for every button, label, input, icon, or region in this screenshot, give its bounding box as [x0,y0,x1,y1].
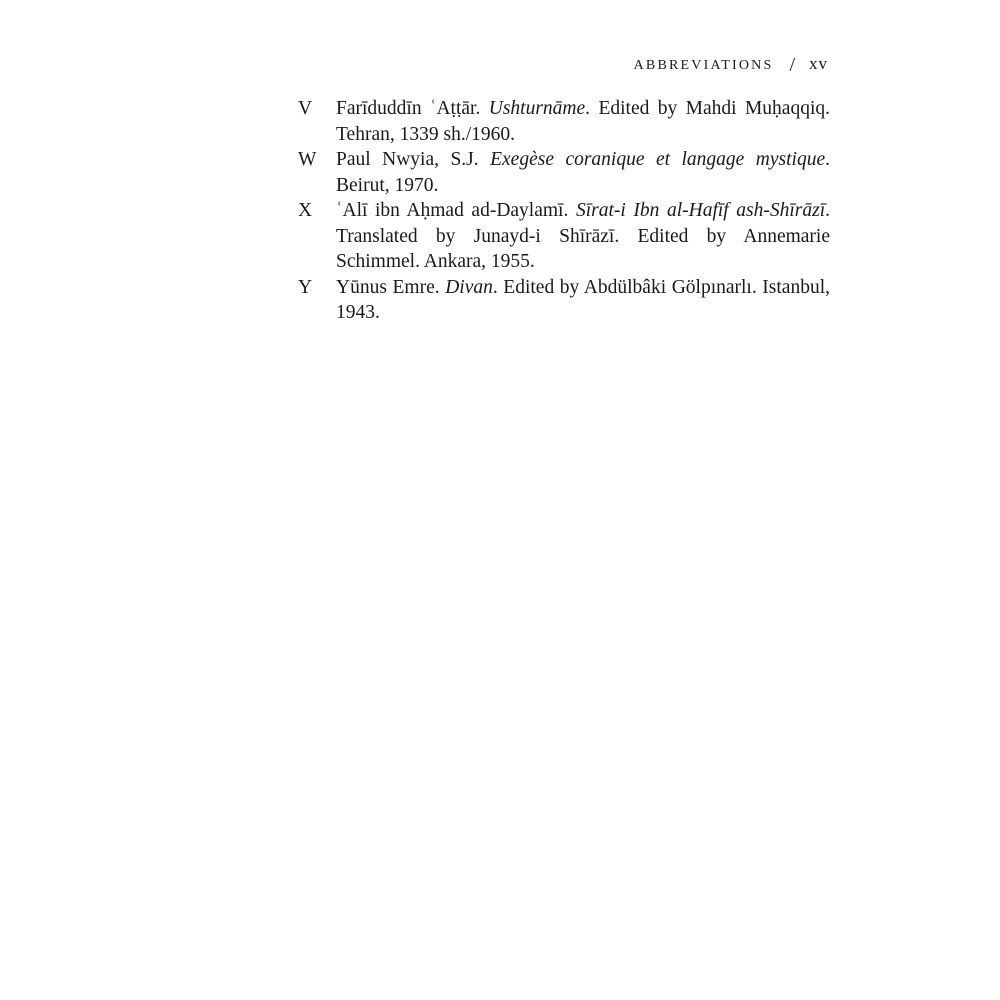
entry-segment: . Beirut, 1970. [336,149,830,196]
abbreviation-key: V [298,98,313,119]
running-head-separator: / [789,54,795,76]
abbreviation-entry [296,275,830,326]
entry-segment: . Translated by Junayd-i Shīrāzī. Edited by Annemarie Schimmel. Ankara, 1955. [336,200,831,272]
running-head-section: ABBREVIATIONS [633,58,774,73]
entry-segment: Yūnus Emre. [336,276,446,298]
abbreviation-key: Y [298,276,313,298]
entry-segment: Farīduddīn [336,98,430,119]
running-head [634,52,828,75]
abbreviation-entry [296,96,830,147]
entry-title: Exegèse coranique et langage mystique [490,149,826,170]
abbreviation-entry [296,147,830,198]
abbreviation-list [296,96,830,326]
entry-segment: . Edited by Abdülbâki Gölpınarlı. Istanbul, 1943. [336,276,830,323]
abbreviation-entry [296,198,830,275]
entry-title: Divan [445,276,493,298]
entry-segment: . Edited by Mahdi Muḥaqqiq. Tehran, 1339 sh./1960. [336,98,830,145]
abbreviation-text [336,275,830,326]
entry-segment: Paul Nwyia, S.J. [336,149,491,170]
abbreviation-text [336,198,830,275]
abbreviation-key: X [298,200,313,221]
abbreviation-text [336,96,830,147]
abbreviation-text [336,147,830,198]
abbreviation-key: W [298,149,317,170]
entry-title: Ushturnāme [488,98,586,119]
entry-segment: ʿAṭṭār. [429,98,489,119]
page-number: xv [809,54,828,73]
entry-title: Sīrat-i Ibn al-Hafīf ash-Shīrāzī [575,200,826,221]
entry-segment: ʿAlī ibn Aḥmad ad-Daylamī. [336,200,576,221]
